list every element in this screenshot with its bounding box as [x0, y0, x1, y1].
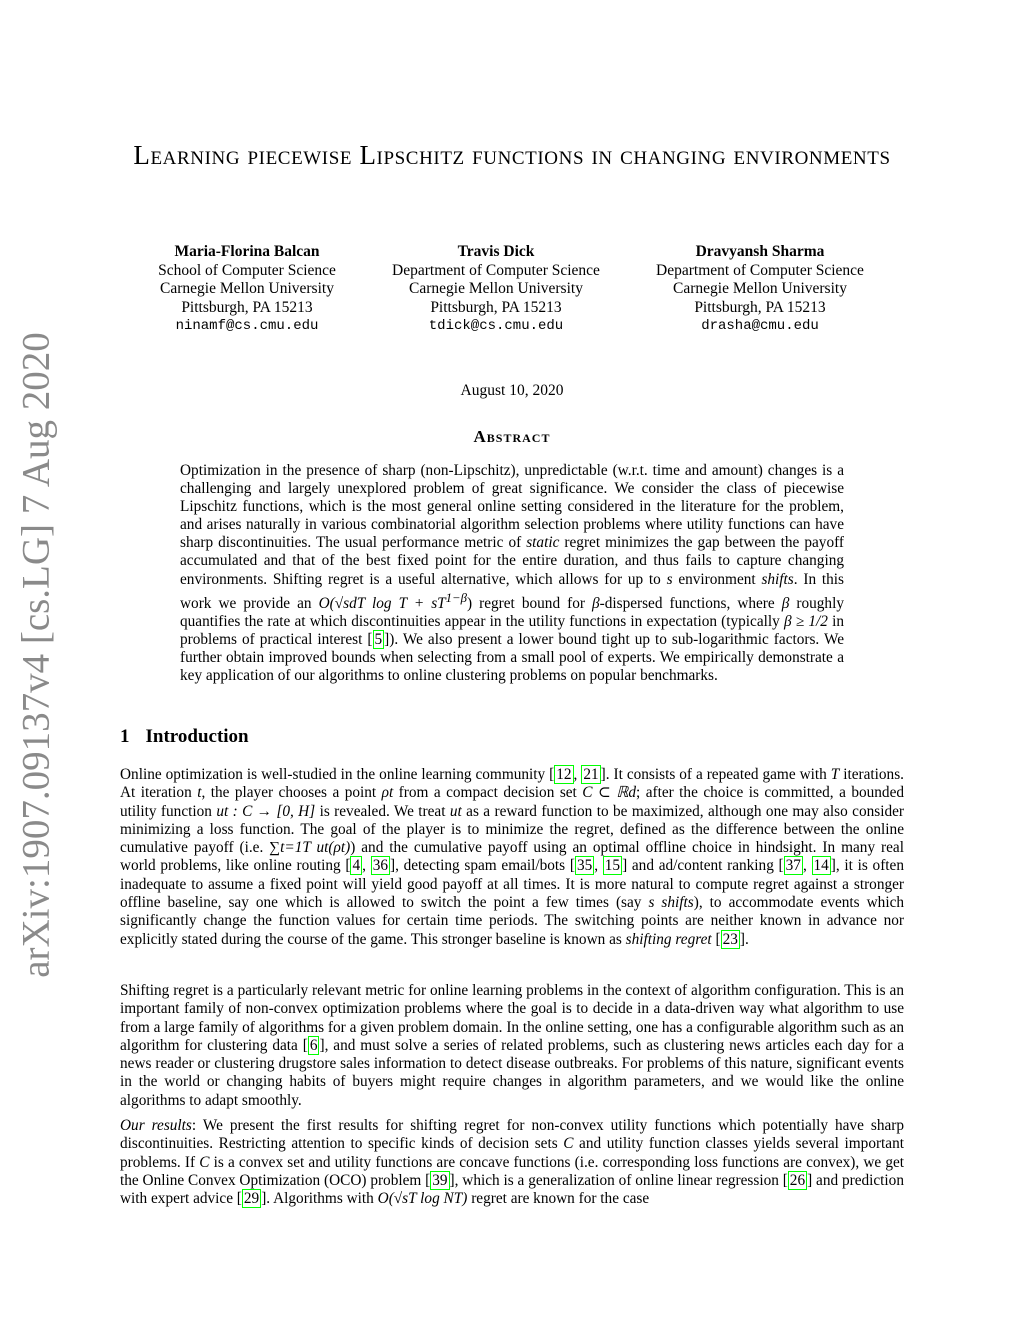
- author-email[interactable]: tdick@cs.cmu.edu: [428, 318, 564, 334]
- author-city: Pittsburgh, PA 15213: [430, 298, 562, 316]
- author-univ: Carnegie Mellon University: [160, 280, 334, 297]
- citation-link[interactable]: 29: [243, 1190, 260, 1208]
- paper-title: Learning piecewise Lipschitz functions in changing environments: [133, 140, 891, 170]
- intro-paragraph-3: Our results: We present the first results for shifting regret for non-convex utility functions which potentially have sharp discontinuities. Restricting attention to specific kinds of decision sets C and utility function classes yields several important problems. If C is a convex set and utility functions are concave functions (i.e. corresponding loss functions are convex), we get the Online Convex Optimization (OCO) problem [ 39 ], which is a generalization of online linear regression [ 26 ] and prediction with expert advice [ 29 ]. Algorithms with O(√sT log NT) regret are known for the case: [120, 1117, 905, 1208]
- abstract-text: Optimization in the presence of sharp (non-Lipschitz), unpredictable (w.r.t. time and amount) changes is a challenging and largely unexplored problem of great significance. We consider the class of piecewise Lipschitz functions, which is the most general online setting considered in the literature for the problem, and arises naturally in various combinatorial algorithm selection problems where utility functions can have sharp discontinuities. The usual performance metric of static regret minimizes the gap between the payoff accumulated and that of the best fixed point for the entire duration, and thus fails to capture changing environments. Shifting regret is a useful alternative, which allows for up to s environment shifts. In this work we provide an O(√sdT $\log T + sT^{1-\beta}$) regret bound for β-dispersed functions, where β roughly quantifies the rate at which discontinuities appear in the utility functions in expectation (typically β ≥ 1/2 in problems of practical interest [ 5 ]). We also present a lower bound tight up to sub-logarithmic factors. We further obtain improved bounds when selecting from a small pool of experts. We empirically demonstrate a key application of our algorithms to online clustering problems on popular benchmarks.: [180, 462, 844, 685]
- author-univ: Carnegie Mellon University: [409, 280, 583, 297]
- author-dept: School of Computer Science: [158, 261, 336, 279]
- author-name: Maria-Florina Balcan: [174, 243, 320, 260]
- author-name: Travis Dick: [457, 243, 535, 260]
- citation-link[interactable]: 37: [785, 857, 801, 875]
- author-block-1: [140, 243, 354, 336]
- citation-link[interactable]: 5: [374, 630, 383, 648]
- citation-link[interactable]: 12: [556, 766, 572, 783]
- author-dept: Department of Computer Science: [656, 261, 864, 279]
- citation-link[interactable]: 6: [309, 1036, 318, 1054]
- section-heading: 1 Introduction: [120, 726, 249, 747]
- author-block-2: [376, 243, 616, 336]
- author-univ: Carnegie Mellon University: [673, 280, 847, 297]
- citation-link[interactable]: 36: [372, 857, 388, 875]
- arxiv-identifier: arXiv:1907.09137v4 [cs.LG] 7 Aug 2020: [14, 332, 58, 978]
- citation-link[interactable]: 23: [722, 930, 738, 948]
- intro-paragraph-2: Shifting regret is a particularly relevant metric for online learning problems in the context of algorithm configuration. This is an important family of non-convex optimization problems where the goal is to decide in a data-driven way what algorithm to use from a large family of algorithms for a given problem domain. In the online setting, one has a configurable algorithm such as an algorithm for clustering data [ 6 ], and must solve a series of related problems, such as clustering news articles each day for a news reader or clustering drugstore sales information to detect disease outbreaks. For problems of this nature, significant events in the world or changing habits of buyers might require changes in algorithm parameters, and we would like the online algorithms to adapt smoothly.: [120, 982, 904, 1109]
- author-name: Dravyansh Sharma: [695, 243, 825, 260]
- intro-paragraph-1: Online optimization is well-studied in the online learning community [ 12 , 21 ]. It consists of a repeated game with T iterations. At iteration t, the player chooses a point ρt from a compact decision set C ⊂ ℝd; after the choice is committed, a bounded utility function ut : C → [0, H] is revealed. We treat ut as a reward function to be maximized, although one may also consider minimizing a loss function. The goal of the player is to minimize the regret, defined as the difference between the online cumulative payoff (i.e. ∑t=1T ut(ρt)) and the cumulative payoff using an optimal offline choice in hindsight. In many real world problems, like online routing [ 4 , 36 ], detecting spam email/bots [ 35 , 15 ] and ad/content ranking [ 37 , 14 ], it is often inadequate to assume a fixed point will yield good payoff at all times. It is more natural to compute regret against a stronger offline baseline, say one which is allowed to switch the point a few times (say s shifts), to accommodate events which significantly change the function values for certain time periods. The switching points are neither known in advance nor explicitly stated during the course of the game. This stronger baseline is known as shifting regret [ 23 ].: [120, 766, 905, 948]
- author-city: Pittsburgh, PA 15213: [694, 298, 826, 316]
- citation-link[interactable]: 4: [352, 857, 361, 875]
- author-dept: Department of Computer Science: [392, 261, 600, 279]
- citation-link[interactable]: 15: [604, 857, 621, 875]
- citation-link[interactable]: 26: [789, 1171, 806, 1189]
- citation-link[interactable]: 35: [576, 857, 593, 875]
- citation-link[interactable]: 21: [583, 766, 599, 783]
- paper-date: August 10, 2020: [460, 382, 564, 399]
- citation-link[interactable]: 14: [813, 857, 829, 875]
- abstract-heading: Abstract: [473, 427, 551, 446]
- author-email[interactable]: ninamf@cs.cmu.edu: [175, 318, 319, 334]
- author-city: Pittsburgh, PA 15213: [181, 298, 313, 316]
- author-email[interactable]: drasha@cmu.edu: [701, 318, 819, 334]
- citation-link[interactable]: 39: [432, 1171, 448, 1189]
- author-block-3: [640, 243, 880, 336]
